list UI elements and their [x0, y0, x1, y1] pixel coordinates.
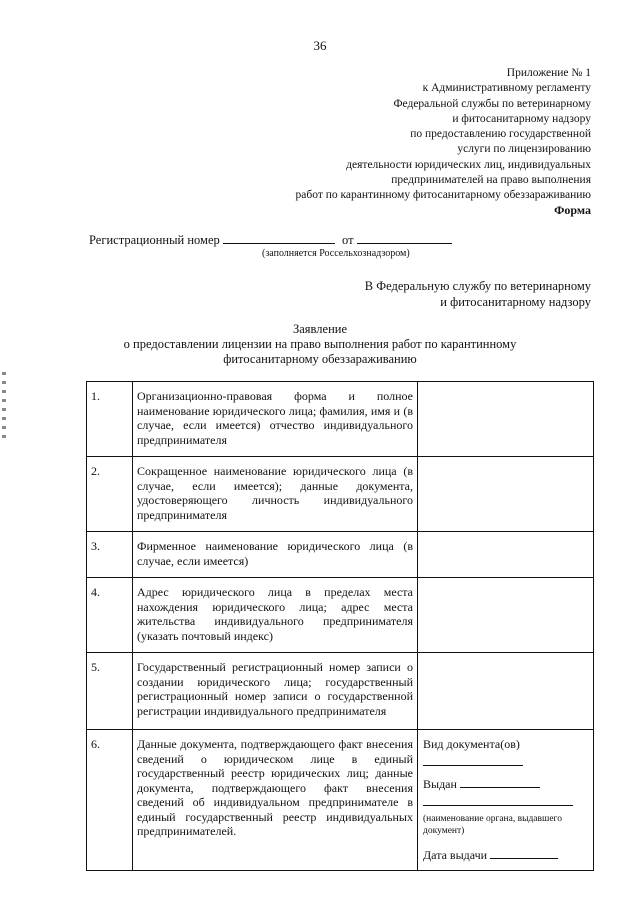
issue-date-field[interactable] — [490, 847, 558, 859]
row-number: 3. — [87, 532, 133, 578]
row-description: Фирменное наименование юридического лица (в случае, если имеется) — [133, 532, 418, 578]
issuer-note: (наименование органа, выдавшего документ) — [423, 814, 562, 836]
row-number: 5. — [87, 653, 133, 730]
table-row — [87, 653, 594, 730]
row-description: Государственный регистрационный номер записи о создании юридического лица; государственный регистрационный номер записи о государственной регистрации индивидуального предпринимателя — [133, 653, 418, 730]
appendix-line: деятельности юридических лиц, индивидуальных — [346, 158, 591, 171]
row-description: Данные документа, подтверждающего факт внесения сведений о юридическом лице в единый государственный реестр юридических лиц; данные документа, подтверждающего факт внесения сведений об индивидуальном предпринимателе в единый государственный реестр индивидуальных предпринимателей. — [133, 730, 418, 871]
row-number: 4. — [87, 578, 133, 653]
appendix-line: услуги по лицензированию — [457, 143, 591, 156]
row-value-field[interactable] — [418, 578, 594, 653]
document-title — [0, 322, 640, 367]
title-line: Заявление — [292, 322, 347, 336]
table-row — [87, 730, 594, 871]
registration-number-label: Регистрационный номер — [89, 233, 220, 247]
registration-date-field[interactable] — [357, 232, 452, 244]
form-label: Форма — [554, 203, 591, 217]
addressee-line: В Федеральную службу по ветеринарному — [364, 279, 591, 293]
row-number: 6. — [87, 730, 133, 871]
issue-date-label: Дата выдачи — [423, 848, 488, 862]
document-details-cell — [418, 730, 594, 871]
title-line: о предоставлении лицензии на право выполнения работ по карантинному — [123, 337, 517, 351]
registration-note: (заполняется Россельхознадзором) — [262, 248, 410, 259]
row-description: Сокращенное наименование юридического лица (в случае, если имеется); данные документа, удостоверяющего личность индивидуального предпринимателя — [133, 457, 418, 532]
row-description: Организационно-правовая форма и полное наименование юридического лица; фамилия, имя и (в случае, если имеется) отчество индивидуального предпринимателя — [133, 382, 418, 457]
appendix-line: по предоставлению государственной — [410, 128, 591, 141]
application-table — [86, 381, 594, 871]
page-number: 36 — [313, 38, 327, 53]
doc-type-label: Вид документа(ов) — [423, 737, 520, 751]
row-number: 2. — [87, 457, 133, 532]
row-value-field[interactable] — [418, 532, 594, 578]
issued-by-label: Выдан — [423, 777, 457, 791]
row-value-field[interactable] — [418, 382, 594, 457]
title-line: фитосанитарному обеззараживанию — [223, 352, 417, 366]
issued-by-field[interactable] — [460, 776, 540, 788]
appendix-line: к Административному регламенту — [422, 82, 591, 95]
appendix-line: и фитосанитарному надзору — [452, 112, 591, 125]
row-number: 1. — [87, 382, 133, 457]
appendix-line: Федеральной службы по ветеринарному — [393, 97, 591, 110]
table-row — [87, 578, 594, 653]
appendix-line: Приложение № 1 — [506, 67, 591, 79]
registration-date-label: от — [342, 233, 354, 247]
scan-margin-marks — [2, 372, 6, 442]
row-description: Адрес юридического лица в пределах места нахождения юридического лица; адрес места жительства индивидуального предпринимателя (указать почтовый индекс) — [133, 578, 418, 653]
appendix-header — [231, 66, 591, 204]
addressee — [291, 279, 591, 310]
doc-type-field[interactable] — [423, 754, 523, 766]
issued-by-field-2[interactable] — [423, 794, 573, 806]
table-row — [87, 382, 594, 457]
table-row — [87, 457, 594, 532]
table-row — [87, 532, 594, 578]
row-value-field[interactable] — [418, 653, 594, 730]
appendix-line: работ по карантинному фитосанитарному обеззараживанию — [295, 189, 591, 202]
registration-number-field[interactable] — [223, 232, 335, 244]
registration-line — [89, 232, 452, 248]
row-value-field[interactable] — [418, 457, 594, 532]
appendix-line: предпринимателей на право выполнения — [391, 174, 591, 187]
addressee-line: и фитосанитарному надзору — [440, 294, 591, 309]
